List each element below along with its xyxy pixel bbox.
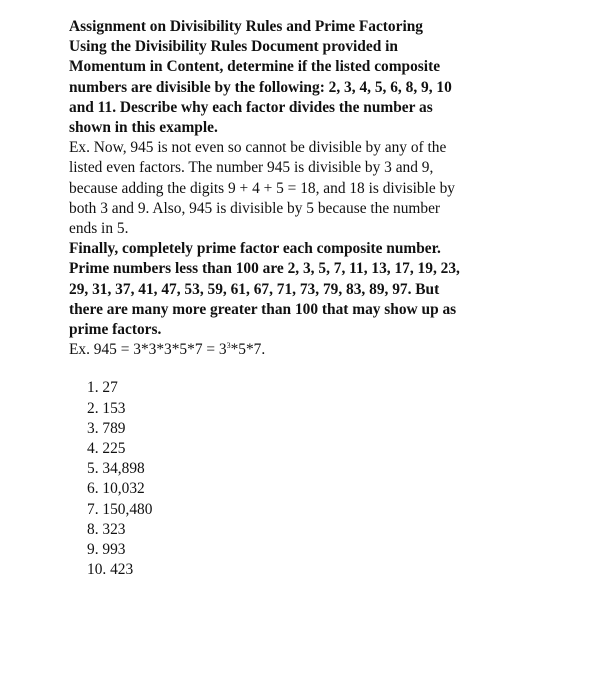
example-line: listed even factors. The number 945 is divisible by 3 and 9,: [69, 159, 434, 177]
factor-example: [69, 340, 529, 360]
list-item: 2. 153: [87, 399, 126, 417]
instructions-line: shown in this example.: [69, 119, 218, 137]
list-item: 10. 423: [87, 561, 134, 579]
instructions-line: numbers are divisible by the following: 2, 3, 4, 5, 6, 8, 9, 10: [69, 78, 452, 96]
list-item: 1. 27: [87, 379, 118, 397]
list-item: 3. 789: [87, 419, 126, 437]
factor-example-exponent: 3: [226, 341, 231, 351]
instructions-block: [69, 17, 529, 138]
list-item: 7. 150,480: [87, 500, 153, 518]
instructions-line: Assignment on Divisibility Rules and Prime Factoring: [69, 18, 423, 35]
prime-line: Prime numbers less than 100 are 2, 3, 5, 7, 11, 13, 17, 19, 23,: [69, 260, 460, 278]
example-line: ends in 5.: [69, 220, 129, 238]
list-item: 5. 34,898: [87, 460, 145, 478]
instructions-line: and 11. Describe why each factor divides the number as: [69, 98, 433, 116]
list-item: 9. 993: [87, 541, 126, 559]
example-line: Ex. Now, 945 is not even so cannot be divisible by any of the: [69, 139, 447, 157]
prime-line: 29, 31, 37, 41, 47, 53, 59, 61, 67, 71, 73, 79, 83, 89, 97. But: [69, 280, 440, 298]
factor-example-prefix: Ex. 945 = 3*3*3*5*7 = 3: [69, 341, 227, 359]
instructions-line: Momentum in Content, determine if the listed composite: [69, 58, 441, 76]
prime-factoring-block: [69, 239, 529, 340]
document-body: [69, 17, 529, 580]
prime-line: Finally, completely prime factor each composite number.: [69, 240, 441, 258]
factor-example-suffix: *5*7.: [230, 341, 266, 359]
divisibility-example-block: [69, 138, 529, 239]
problem-list: [87, 378, 529, 580]
instructions-line: Using the Divisibility Rules Document provided in: [69, 38, 398, 56]
prime-line: prime factors.: [69, 321, 162, 339]
prime-line: there are many more greater than 100 that may show up as: [69, 300, 457, 318]
list-item: 4. 225: [87, 440, 126, 458]
list-item: 8. 323: [87, 520, 126, 538]
example-line: because adding the digits 9 + 4 + 5 = 18, and 18 is divisible by: [69, 179, 455, 197]
example-line: both 3 and 9. Also, 945 is divisible by 5 because the number: [69, 199, 441, 217]
list-item: 6. 10,032: [87, 480, 145, 498]
